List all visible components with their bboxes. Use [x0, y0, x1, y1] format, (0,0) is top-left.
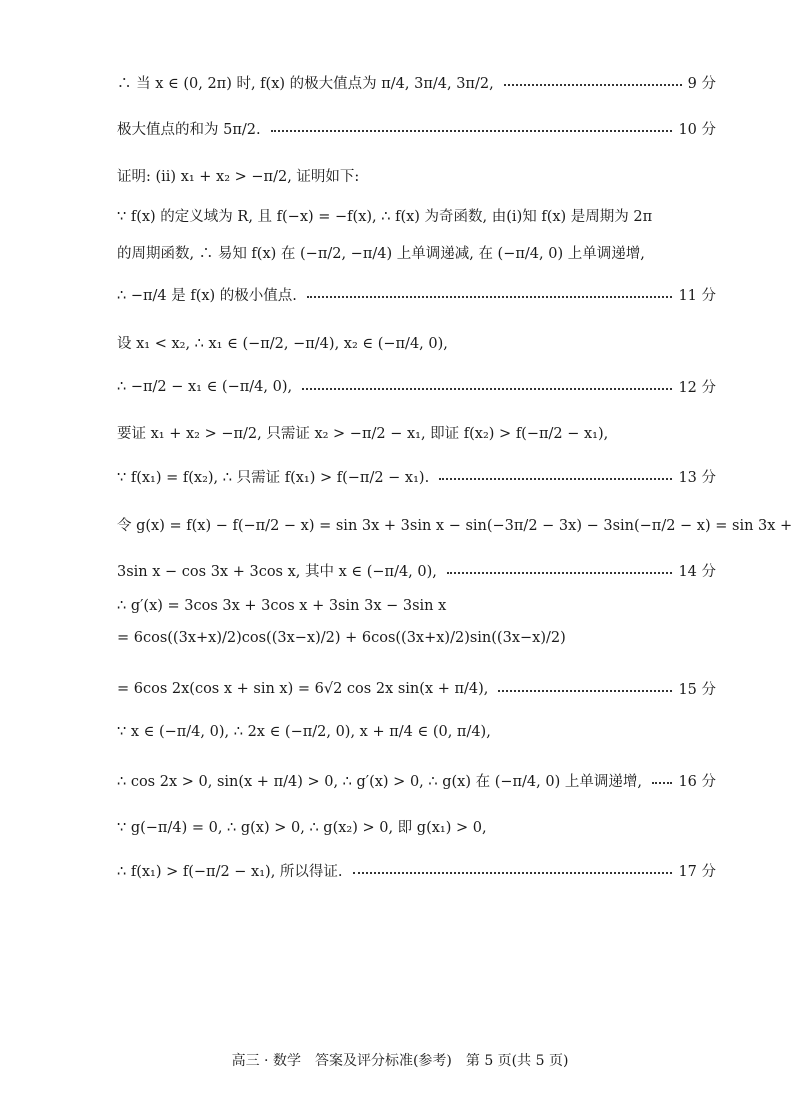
leader-dots [447, 572, 673, 574]
line-text: ∵ f(x₁) = f(x₂), ∴ 只需证 f(x₁) > f(−π/2 − x₁). [117, 470, 430, 486]
line-text: 证明: (ii) x₁ + x₂ > −π/2, 证明如下: [117, 169, 360, 185]
solution-line-2 [117, 118, 716, 139]
solution-line-7 [117, 332, 716, 353]
score-mark: 9 分 [687, 76, 716, 92]
solution-line-6 [117, 284, 716, 305]
leader-dots [307, 296, 673, 298]
line-text: ∴ cos 2x > 0, sin(x + π/4) > 0, ∴ g′(x) > 0, ∴ g(x) 在 (−π/4, 0) 上单调递增, [117, 774, 642, 790]
leader-dots [353, 872, 673, 874]
solution-line-15 [117, 678, 716, 699]
solution-line-9 [117, 422, 716, 443]
solution-line-4 [117, 205, 716, 226]
solution-line-5 [117, 242, 716, 263]
line-text: 的周期函数, ∴ 易知 f(x) 在 (−π/2, −π/4) 上单调递减, 在 (−π/4, 0) 上单调递增, [117, 246, 645, 262]
solution-line-8 [117, 376, 716, 397]
line-text: ∵ x ∈ (−π/4, 0), ∴ 2x ∈ (−π/2, 0), x + π/4 ∈ (0, π/4), [117, 724, 491, 740]
line-text: ∴ 当 x ∈ (0, 2π) 时, f(x) 的极大值点为 π/4, 3π/4, 3π/2, [117, 76, 494, 92]
solution-line-17 [117, 770, 716, 791]
solution-line-1 [117, 72, 716, 93]
line-text: 要证 x₁ + x₂ > −π/2, 只需证 x₂ > −π/2 − x₁, 即证 f(x₂) > f(−π/2 − x₁), [117, 426, 609, 442]
line-text: 极大值点的和为 5π/2. [117, 122, 261, 138]
line-text: ∴ −π/2 − x₁ ∈ (−π/4, 0), [117, 378, 293, 395]
line-text: ∴ −π/4 是 f(x) 的极小值点. [117, 288, 297, 304]
line-text: = 6cos 2x(cos x + sin x) = 6√2 cos 2x sin(x + π/4), [117, 680, 489, 697]
line-text: ∴ f(x₁) > f(−π/2 − x₁), 所以得证. [117, 864, 343, 880]
score-mark: 13 分 [678, 470, 716, 486]
leader-dots [504, 84, 682, 86]
solution-line-10 [117, 466, 716, 487]
solution-line-13 [117, 598, 716, 614]
solution-line-11 [117, 514, 793, 535]
score-mark: 11 分 [678, 288, 716, 304]
line-text: 令 g(x) = f(x) − f(−π/2 − x) = sin 3x + 3sin x − sin(−3π/2 − 3x) − 3sin(−π/2 − x) = sin 3x + [117, 518, 793, 534]
line-text: 3sin x − cos 3x + 3cos x, 其中 x ∈ (−π/4, 0), [117, 564, 437, 580]
solution-line-12 [117, 560, 716, 581]
solution-line-3 [117, 165, 716, 186]
line-text: ∴ g′(x) = 3cos 3x + 3cos x + 3sin 3x − 3sin x [117, 598, 447, 614]
score-mark: 16 分 [678, 774, 716, 790]
line-text: ∵ f(x) 的定义域为 R, 且 f(−x) = −f(x), ∴ f(x) 为奇函数, 由(i)知 f(x) 是周期为 2π [117, 209, 653, 225]
score-mark: 15 分 [678, 682, 716, 698]
line-text: ∵ g(−π/4) = 0, ∴ g(x) > 0, ∴ g(x₂) > 0, 即 g(x₁) > 0, [117, 820, 487, 836]
page-footer: 高三 · 数学 答案及评分标准(参考) 第 5 页(共 5 页) [231, 1053, 569, 1069]
leader-dots [498, 690, 672, 692]
line-text: = 6cos((3x+x)/2)cos((3x−x)/2) + 6cos((3x+x)/2)sin((3x−x)/2) [117, 630, 566, 646]
solution-line-16 [117, 724, 716, 740]
solution-line-14 [117, 630, 716, 646]
solution-line-19 [117, 860, 716, 881]
leader-dots [302, 388, 672, 390]
score-mark: 14 分 [678, 564, 716, 580]
line-text: 设 x₁ < x₂, ∴ x₁ ∈ (−π/2, −π/4), x₂ ∈ (−π/4, 0), [117, 336, 448, 352]
score-mark: 12 分 [678, 380, 716, 396]
leader-dots [652, 782, 672, 784]
leader-dots [439, 478, 672, 480]
leader-dots [271, 130, 673, 132]
score-mark: 10 分 [678, 122, 716, 138]
score-mark: 17 分 [678, 864, 716, 880]
solution-line-18 [117, 816, 716, 837]
